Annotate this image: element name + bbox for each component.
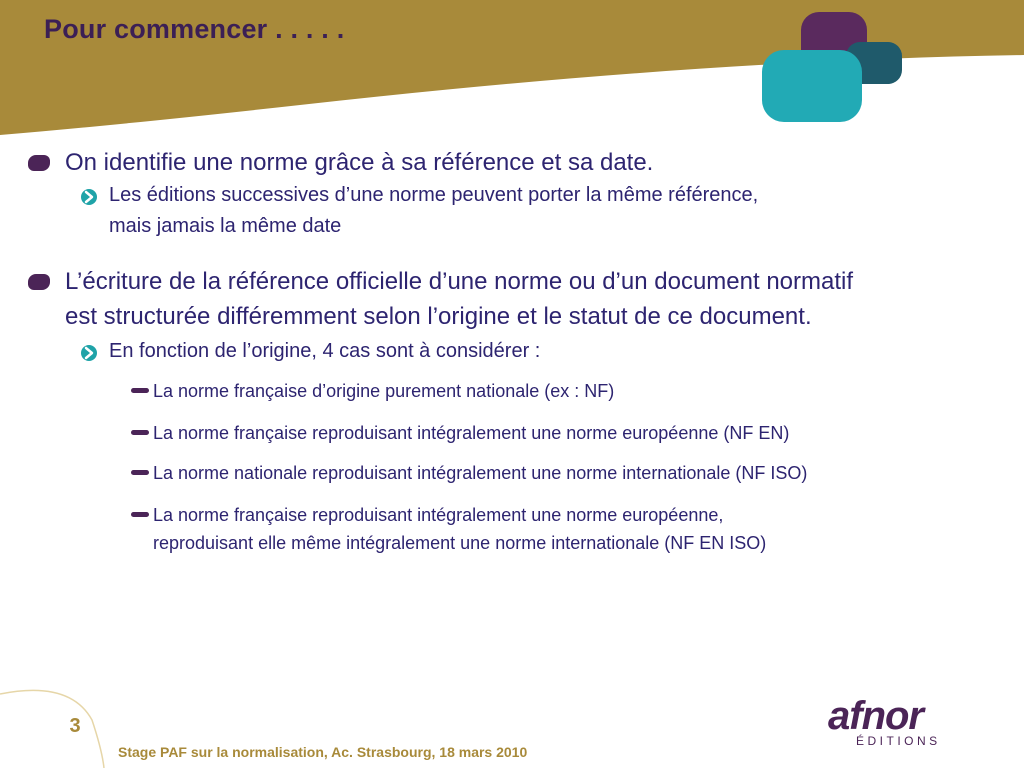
arrow-right-icon: [80, 188, 98, 206]
decorative-shapes: [750, 10, 910, 130]
dash-marker: [131, 470, 149, 475]
dash-marker: [131, 388, 149, 393]
bullet-marker: [28, 274, 50, 290]
afnor-logo: [828, 696, 978, 756]
case-text-line2: reproduisant elle même intégralement une norme internationale (NF EN ISO): [153, 533, 767, 553]
dash-marker: [131, 430, 149, 435]
dash-marker: [131, 512, 149, 517]
footer-text: Stage PAF sur la normalisation, Ac. Strasbourg, 18 mars 2010: [118, 744, 528, 760]
arrow-right-icon: [80, 344, 98, 362]
bullet-1-sub-line2: mais jamais la même date: [109, 215, 342, 237]
bullet-2-sub-text: En fonction de l’origine, 4 cas sont à considérer :: [109, 340, 541, 362]
page-number: 3: [69, 715, 81, 737]
bullet-marker: [28, 155, 50, 171]
bullet-2-line2: est structurée différemment selon l’origine et le statut de ce document.: [65, 303, 812, 330]
slide-title: Pour commencer . . . . .: [44, 14, 345, 44]
bullet-2-line1: L’écriture de la référence officielle d’une norme ou d’un document normatif: [65, 268, 854, 295]
case-text: La norme française d’origine purement nationale (ex : NF): [153, 381, 615, 401]
bullet-1-sub-line1: Les éditions successives d’une norme peuvent porter la même référence,: [109, 184, 759, 206]
bullet-1-text: On identifie une norme grâce à sa référence et sa date.: [65, 149, 654, 176]
case-text: La norme française reproduisant intégralement une norme européenne (NF EN): [153, 423, 790, 443]
case-text: La norme française reproduisant intégralement une norme européenne,: [153, 505, 724, 525]
case-text: La norme nationale reproduisant intégralement une norme internationale (NF ISO): [153, 463, 808, 483]
afnor-logo-subtitle: ÉDITIONS: [856, 734, 941, 748]
afnor-logo-word: afnor: [828, 694, 923, 738]
